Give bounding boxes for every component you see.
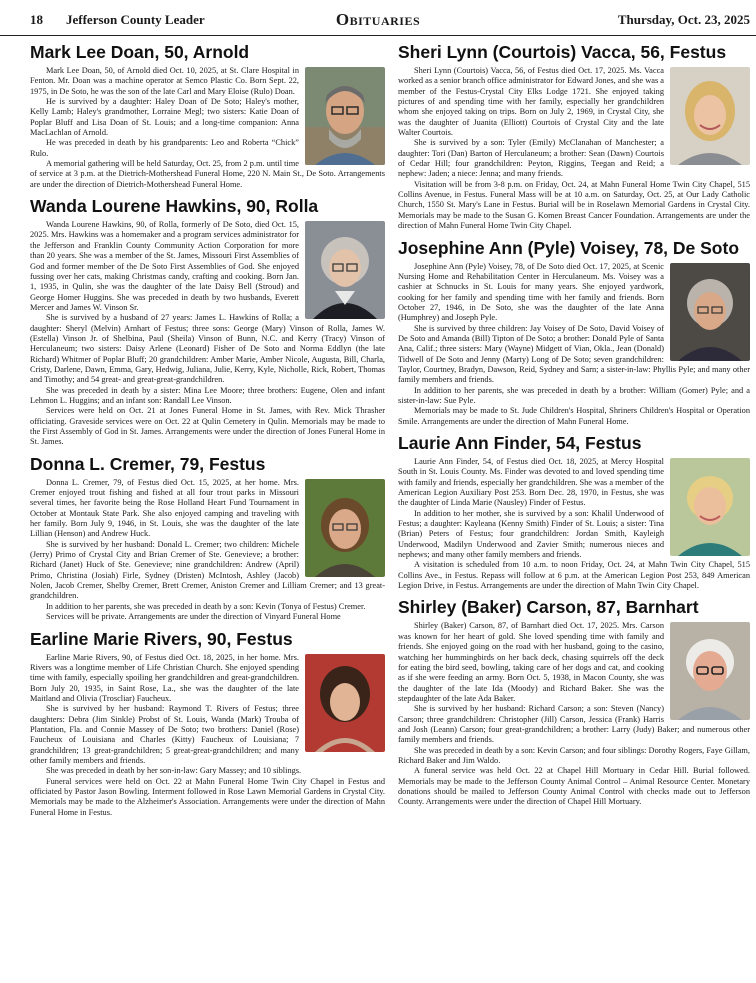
obituary-title: Donna L. Cremer, 79, Festus xyxy=(30,453,266,474)
obituary-paragraph: In addition to her parents, she was preceded in death by a son: Kevin (Tonya of Festus) Cremer. xyxy=(46,601,366,611)
portrait-photo-icon xyxy=(305,654,385,752)
obituary-title: Josephine Ann (Pyle) Voisey, 78, De Soto xyxy=(398,237,740,258)
obituary-paragraph: She is survived by a husband of 27 years: James L. Hawkins of Rolla; a daughter: Sheryl (Melvin) Arnhart of Festus; three sons: George (Mary) Vinson of Rolla, James W. (Estella) Vinson Jr. of Shelbina, Paul (Sheila) Vinson of Bunn, N.C. and Kerry (Tracy) Vinson of Herculaneum; two sisters: Daisy Arlene (Leonard) Fisher of De Soto and Norma Eddlyn (the late Richard) Whitmer of Poplar Bluff; 20 grandchildren: Amber Marie, Amber Nicole, Augusta, Bill, Charla, Cristy, Darlene, Dawn, Emma, Gary, Hedwig, Juliana, Julie, Kerry, Kyle, Nicholle, Rick, Robert, Thomas and Timothy; and 54 great- and great-great-grandchildren. xyxy=(30,313,385,385)
obituary-title: Mark Lee Doan, 50, Arnold xyxy=(30,42,250,62)
portrait-photo-icon xyxy=(670,622,750,720)
obituary-paragraph: He was preceded in death by his grandparents: Leo and Roberta “Chick” Rulo. xyxy=(30,138,299,158)
obituary-paragraph: Wanda Lourene Hawkins, 90, of Rolla, formerly of De Soto, died Oct. 15, 2025. Mrs. Hawkins was a homemaker and a program services administrator for the Jefferson and Franklin County Community Action Corporation for more than 20 years. She was a member of the St. James, Missouri First Assemblies of God and former member of the De Soto First Assemblies of God. She enjoyed fussing over her cats, making Christmas candy, crafting and cooking. Born Jan. 1, 1935, in Qulin, she was the daughter of the late Daisy Bell (Stroud) and George Homer Huggins. She was preceded in death by two husbands, Everett Mercer and James W. Vinson Sr. xyxy=(30,220,299,312)
obituary-paragraph: She is survived by her husband: Richard Carson; a son: Steven (Nancy) Carson; three grandchildren: Christopher (Jill) Carson, Jessica (Frank) Harris and Josh (Leann) Carson; four great-grandchildren; a brother: Larry (Judy) Baker; and numerous other family members and friends. xyxy=(398,704,750,745)
obituary-paragraph: She was preceded in death by a son: Kevin Carson; and four siblings: Dorothy Rogers, Faye Gillam, Richard Baker and Jim Waldo. xyxy=(398,745,750,765)
obituary-paragraph: In addition to her mother, she is survived by a son: Khalil Underwood of Festus; a daughter: Kayleana (Kenny Smith) Finder of St. Louis; a sister: Tina (Brian) Peters of Festus; four grandchildren: Jordan Smith, Kayleigh Underwood, Madilyn Underwood and Zavier Smith; numerous nieces and nephews; and many other family members and friends. xyxy=(398,508,664,560)
obituary-paragraph: Shirley (Baker) Carson, 87, of Barnhart died Oct. 17, 2025. Mrs. Carson was known for her heart of gold. She loved spending time with family and friends. She enjoyed going on the road with her husband, going to the casino, watching her hummingbirds on her back deck, chasing squirrels off the deck for eating the bird seed, bowling, taking care of her dogs and cat, and cooking as if she were feeding an army. Born Oct. 5, 1938, in Macon County, she was the daughter of the late Ida (Moody) and Richard Baker. She was the stepdaughter of the late Ada Baker. xyxy=(398,621,664,703)
obituary-paragraph: A visitation is scheduled from 10 a.m. to noon Friday, Oct. 24, at Mahn Twin City Chapel, 515 Collins Ave., in Festus. Repass will follow at 6 p.m. at the American Legion Post 253, 849 American Legion Drive, in Festus. Arrangements are under the direction of Mahn Twin City Chapel. xyxy=(398,560,750,591)
obituary-paragraph: A funeral service was held Oct. 22 at Chapel Hill Mortuary in Cedar Hill. Burial followed. Memorials may be made to the Jefferson County Animal Control – Animal Resource Center. Monetary donations should be mailed to Jefferson County Animal Control with checks made out to Jefferson County. Arrangements were under the direction of Chapel Hill Mortuary. xyxy=(398,766,750,807)
obituary-voisey xyxy=(398,236,750,428)
issue-date: Thursday, Oct. 23, 2025 xyxy=(617,12,750,27)
obituary-paragraph: A memorial gathering will be held Saturday, Oct. 25, from 2 p.m. until time of service at 3 p.m. at the Dietrich-Mothershead Funeral Home, 220 N. Main St., De Soto. Arrangements are under the direction of Dietrich-Mothershead Funeral Home. xyxy=(30,159,385,189)
obituary-paragraph: He is survived by a daughter: Haley Doan of De Soto; Haley's mother, Kelly Lamb; Haley's grandmother, Lorraine Megl; two sisters: Katie Doan of Poplar Bluff and Lisa Doan of St. Louis; and a long-time companion: Anna MacLachlan of Arnold. xyxy=(30,97,299,138)
obituary-paragraph: She was preceded in death by her son-in-law: Gary Massey; and 10 siblings. xyxy=(46,766,302,776)
obituary-paragraph: Josephine Ann (Pyle) Voisey, 78, of De Soto died Oct. 17, 2025, at Scenic Nursing Home and Rehabilitation Center in Herculaneum. Ms. Voisey was a cashier at Schnucks in St. Louis for many years. She enjoyed yardwork, cooking for her family and spending time with her family and friends. Born October 27, 1946, in De Soto, she was the daughter of the late Anna (Humphrey) and Joseph Pyle. xyxy=(398,261,664,323)
obituary-paragraph: Mark Lee Doan, 50, of Arnold died Oct. 10, 2025, at St. Clare Hospital in Fenton. Mr. Doan was a machine operator at Semco Plastic Co. Born Sept. 22, 1975, in De Soto, he was the son of the late Carl and Mary Eloise (Rulo) Doan. xyxy=(30,66,299,96)
obituary-paragraph: Services will be private. Arrangements are under the direction of Vinyard Funeral Home xyxy=(46,612,341,622)
portrait-photo-icon xyxy=(305,67,385,165)
obituary-carson xyxy=(398,595,750,807)
portrait-photo-icon xyxy=(670,263,750,361)
obituary-paragraph: She is survived by three children: Jay Voisey of De Soto, David Voisey of De Soto and Amanda (Bill) Tipton of De Soto; a brother: Donald Pyle of Santa Ana, Calif.; three sisters: Mary (Wayne) Midgett of Vian, Okla., Jean (Donald) Tidwell of De Soto and Jenny (Marty) Long of De Soto; seven grandchildren: Taylor, Courtney, Bradyn, Dawson, Reid, Sydney and Sarn; a sister-in-law: Phyllis Pyle; and many other family members and friends. xyxy=(398,323,750,385)
obituary-title: Wanda Lourene Hawkins, 90, Rolla xyxy=(30,196,319,217)
obituary-paragraph: Visitation will be from 3-8 p.m. on Friday, Oct. 24, at Mahn Funeral Home Twin City Chapel, 515 Collins Avenue, in Festus. Funeral Mass will be at 10 a.m. on Saturday, Oct. 25, at Our Lady Catholic Church, 1550 St. Mary's Lane in Festus. Burial will be in Roselawn Memorial Gardens in Crystal City. Memorials may be made to the Susan G. Komen Breast Cancer Foundation. Arrangements are under the direction of Mahn Funeral Home Twin City Chapel. xyxy=(398,179,750,231)
obituary-paragraph: Laurie Ann Finder, 54, of Festus died Oct. 18, 2025, at Mercy Hospital South in St. Louis County. Ms. Finder was devoted to and loved spending time with family and friends, especially her grandchildren. She was a member of the American Legion Auxiliary Post 253. Born Dec. 28, 1970, in Festus, she was the daughter of Linda Marie (Nausley) Finder of Festus. xyxy=(398,457,664,508)
obituary-paragraph: Funeral services were held on Oct. 22 at Mahn Funeral Home Twin City Chapel in Festus and officiated by Pastor Jason Bowling. Interment followed in Rose Lawn Memorial Gardens in Crystal City. Memorials may be made to the Alzheimer's Association. Arrangements were under the direction of Mahn Funeral Home in Festus. xyxy=(30,776,385,817)
obituary-paragraph: Memorials may be made to St. Jude Children's Hospital, Shriners Children's Hospital or Operation Smile. Arrangements are under the direction of Mahn Funeral Home. xyxy=(398,406,750,426)
obituary-paragraph: Services were held on Oct. 21 at Jones Funeral Home in St. James, with Rev. Mick Thrasher officiating. Graveside services were on Oct. 22 at Qulin Cemetery in Qulin. Memorials may be made to the First Assembly of God in St. James. Arrangements were under the direction of Jones Funeral Home in St. James. xyxy=(30,406,385,447)
right-column xyxy=(398,40,750,979)
obituary-title: Sheri Lynn (Courtois) Vacca, 56, Festus xyxy=(398,42,727,62)
page-number: 18 xyxy=(30,12,43,27)
obituary-doan xyxy=(30,40,385,190)
portrait-photo-icon xyxy=(305,479,385,577)
obituary-rivers xyxy=(30,627,385,819)
obituary-vacca xyxy=(398,40,750,232)
obituary-paragraph: She is survived by a son: Tyler (Emily) McClanahan of Manchester; a daughter: Tori (Dan) Barton of Herculaneum; a brother: Sean (Dawn) Courtois of Cedar Hill; four grandchildren: Peyton, Riggins, Teegan and Reid; a nephew: Jaden; a niece: Jenna; and many friends. xyxy=(398,138,664,179)
obituary-finder xyxy=(398,431,750,591)
obituary-paragraph: She was preceded in death by a sister: Mina Lee Moore; three brothers: Eugene, Olen and infant Lehmon L. Huggins; and an infant son: Randall Lee Vinson. xyxy=(30,385,385,405)
paper-name: Jefferson County Leader xyxy=(66,12,205,27)
obituary-paragraph: She is survived by her husband: Donald L. Cremer; two children: Michele (Jerry) Primo of Crystal City and Brian Cremer of Ste. Genevieve; a brother: Richard (Janet) Huck of Ste. Genevieve; nine grandchildren: Andrew (April) Primo, Christina (Josiah) Firle, Sydney (Dristen) McIntosh, Ashley (Jacob) Nolen, Jacob Cremer, Shelby Cremer, Brett Cremer, Aniston Cremer and Lilliam Cremer; and 13 great-grandchildren. xyxy=(30,539,385,601)
portrait-photo-icon xyxy=(670,458,750,556)
obituary-paragraph: Earline Marie Rivers, 90, of Festus died Oct. 18, 2025, in her home. Mrs. Rivers was a longtime member of Life Christian Church. She enjoyed spending time with family, especially spoiling her grandchildren and great-grandchildren. Born July 20, 1935, in Saint Rose, La., she was the daughter of the late Maitland and Olivia (Troscliar) Faucheux. xyxy=(30,652,299,703)
obituary-cremer xyxy=(30,452,385,623)
left-column xyxy=(30,40,385,979)
obituary-title: Shirley (Baker) Carson, 87, Barnhart xyxy=(398,597,699,618)
obituary-paragraph: Sheri Lynn (Courtois) Vacca, 56, of Festus died Oct. 17, 2025. Ms. Vacca worked as a senior branch office administrator for Edward Jones, and she was a member of the Festus-Crystal City Elks Lodge 1721. She enjoyed taking pictures of and spending time with her family, especially her grandchildren whom she enjoyed taking on trips. Born on July 2, 1969, in Crystal City, she was the daughter of Juanita (Elliott) Courtois of Crystal City and the late Walter Courtois. xyxy=(398,66,664,138)
portrait-photo-icon xyxy=(305,221,385,319)
obituary-title: Earline Marie Rivers, 90, Festus xyxy=(30,628,293,649)
obituary-paragraph: She is survived by her husband: Raymond T. Rivers of Festus; three daughters: Debra (Jim Sinkle) Probst of St. Louis, Wanda (Mark) Trouba of Plantation, Fla. and Connie Massey of De Soto; two brothers: Daniel (Rose) Faucheux of Louisiana and Charles (Kitty) Faucheux of Louisiana; 7 grandchildren; 13 great-grandchildren; 5 great-great-grandchildren; and many other family members and friends. xyxy=(30,704,299,765)
portrait-photo-icon xyxy=(670,67,750,165)
obituary-hawkins xyxy=(30,194,385,448)
obituary-paragraph: In addition to her parents, she was preceded in death by a brother: William (Gomer) Pyle; and a sister-in-law: Sue Pyle. xyxy=(398,385,750,405)
page-header xyxy=(0,0,756,36)
section-title: Obituaries xyxy=(335,10,421,29)
obituary-title: Laurie Ann Finder, 54, Festus xyxy=(398,433,642,453)
obituary-paragraph: Donna L. Cremer, 79, of Festus died Oct. 15, 2025, at her home. Mrs. Cremer enjoyed trout fishing and fished at all four trout parks in Missouri several times, her favorite being the Rose Holland Heart Fund Tournament in October at Montauk State Park. She also enjoyed camping and traveling with her family. Born July 9, 1946, in St. Louis, she was the daughter of the late Lillian (Henson) and Andrew Huck. xyxy=(30,477,299,539)
